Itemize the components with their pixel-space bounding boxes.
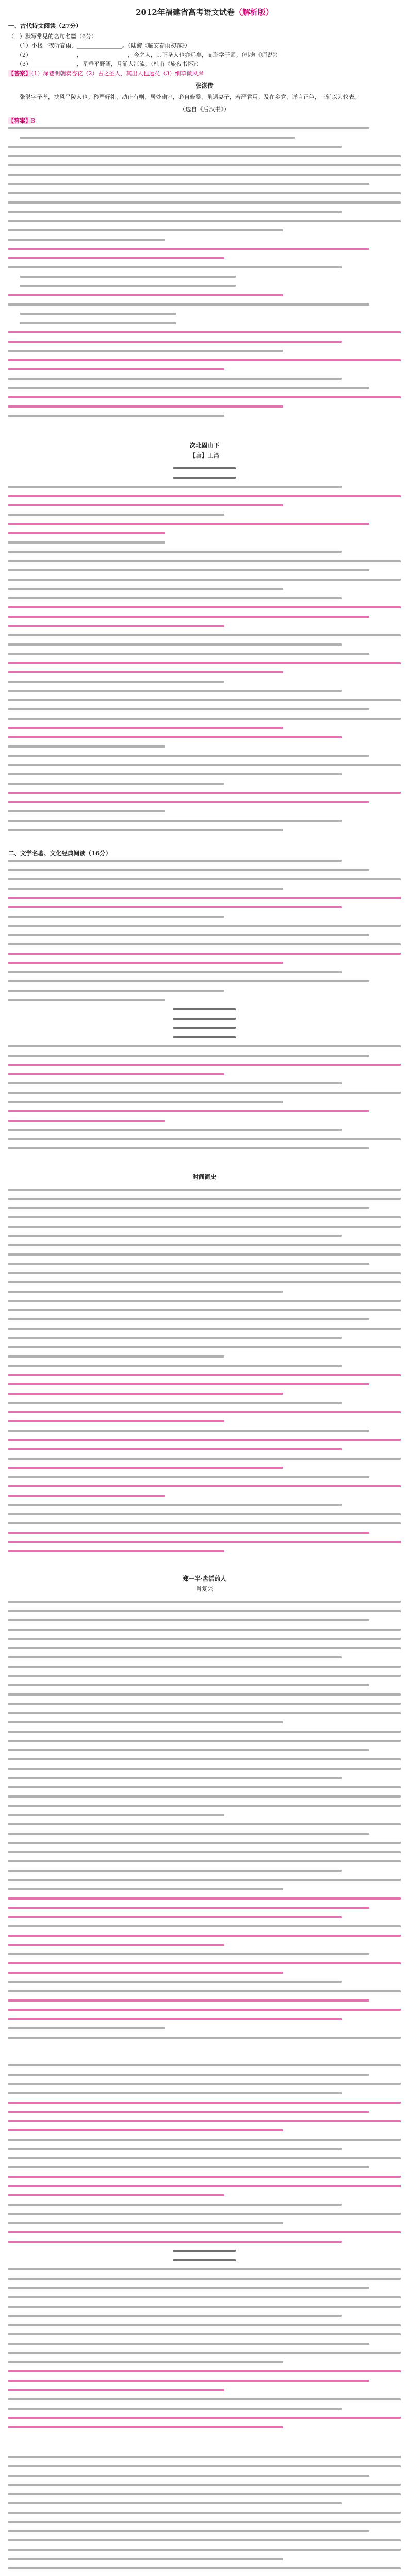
answer-text: B xyxy=(31,117,36,124)
body-text-block-2 xyxy=(8,464,401,835)
q1-answer xyxy=(8,69,401,78)
part1-heading: 一、古代诗文阅读（27分） xyxy=(8,22,82,29)
part2-heading: 二、文学名著、文化经典阅读（16分） xyxy=(8,850,112,857)
modern-title: 时间简史 xyxy=(192,1173,217,1180)
q1-head: （一）默写常见的名句名篇（6分） xyxy=(8,33,97,40)
novel-subtitle: 肖复兴 xyxy=(195,1585,214,1592)
passage1-source: （选自《后汉书》） xyxy=(179,106,230,113)
body-text-block-6 xyxy=(8,2061,401,2432)
q1-item-2: （2）________________，________________，今之人，其下圣人也亦远矣，而耻学于师。（韩愈《师说》） xyxy=(17,52,281,58)
answer-label: 【答案】 xyxy=(8,117,31,124)
body-text-block-1 xyxy=(8,124,401,420)
novel-title: 郑一半·盘活的人 xyxy=(183,1575,226,1582)
body-text-block-4 xyxy=(8,1185,401,1556)
body-text-block-5 xyxy=(8,1597,401,2042)
answer-label: 【答案】 xyxy=(8,70,31,77)
body-text-block-3 xyxy=(8,856,401,1153)
poem-author: 【唐】王湾 xyxy=(189,452,220,459)
body-text-block-7 xyxy=(8,2452,401,2576)
q1-item-3: （3）________________，星垂平野阔，月涌大江流。（杜甫《旅夜书怀》） xyxy=(17,61,202,67)
poem-title: 次北固山下 xyxy=(189,442,220,449)
passage1-title: 张湛传 xyxy=(195,82,214,89)
q1-item-1: （1）小楼一夜听春雨，________________。（陆游《临安春雨初霁》） xyxy=(17,42,190,49)
document-title xyxy=(8,7,401,18)
answer-text: （1）深巷明朝卖杏花（2）古之圣人，其出人也远矣（3）细草微风岸 xyxy=(31,70,204,77)
passage1-paragraph: 张湛字子孝，扶风平陵人也。矜严好礼，动止有则，居处幽室，必自修整，虽遇妻子，若严君焉。及在乡党，详言正色，三辅以为仪表。 xyxy=(20,94,360,100)
title-text: 2012年福建省高考语文试卷 xyxy=(136,8,235,17)
title-tag: （解析版） xyxy=(234,8,273,17)
